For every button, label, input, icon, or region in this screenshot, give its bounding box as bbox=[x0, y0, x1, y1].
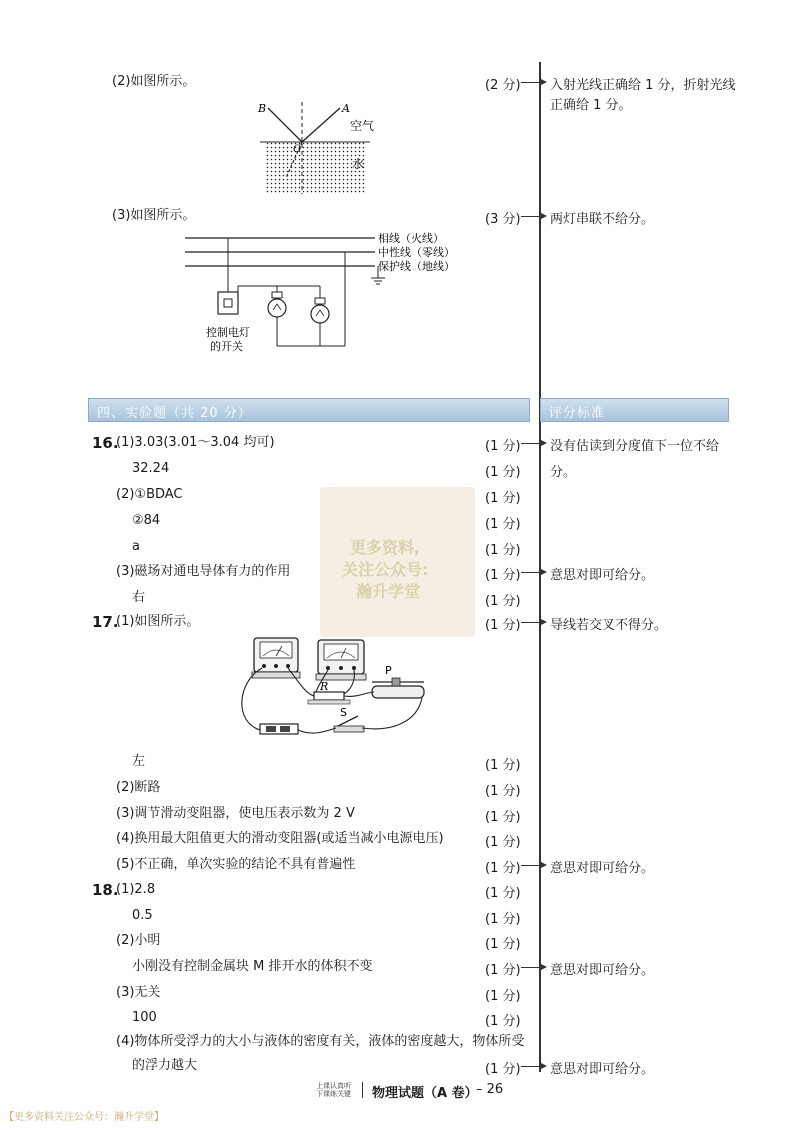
score: (1 分) bbox=[485, 835, 521, 850]
score: (1 分) bbox=[485, 912, 521, 927]
answer-text: (1)2.8 bbox=[116, 882, 156, 897]
connector bbox=[521, 572, 539, 573]
footer-title: 物理试题（A 卷） bbox=[372, 1086, 478, 1101]
neutral-wire-label: 中性线（零线） bbox=[378, 246, 455, 259]
footer-logo-line-2: 下课练关键 bbox=[316, 1090, 351, 1098]
question-number: 16. bbox=[92, 434, 119, 452]
score: (1 分) bbox=[485, 439, 521, 454]
note: 意思对即可给分。 bbox=[550, 1062, 655, 1077]
answer-text: (5)不正确，单次实验的结论不具有普遍性 bbox=[116, 857, 356, 872]
score: (1 分) bbox=[485, 618, 521, 633]
answer-text: (4)换用最大阻值更大的滑动变阻器(或适当减小电源电压) bbox=[116, 831, 444, 846]
lamp-1-icon bbox=[268, 299, 286, 317]
rheostat-icon bbox=[372, 686, 424, 698]
answer-text: (1)3.03(3.01～3.04 均可) bbox=[116, 435, 275, 450]
answer-text: 的浮力越大 bbox=[132, 1058, 198, 1073]
q3-connector bbox=[521, 216, 539, 217]
watermark-line-2: 关注公众号: bbox=[342, 560, 429, 579]
note: 分。 bbox=[550, 465, 577, 480]
arrow-icon bbox=[541, 569, 547, 575]
arrow-icon bbox=[541, 964, 547, 970]
answer-text: (3)调节滑动变阻器，使电压表示数为 2 V bbox=[116, 806, 355, 821]
lamp-2-icon bbox=[311, 305, 329, 323]
ray-ao bbox=[302, 108, 340, 142]
answer-text: ②84 bbox=[132, 513, 161, 528]
label-p: P bbox=[385, 664, 392, 677]
answer-text: 左 bbox=[132, 754, 146, 769]
answer-text: 小刚没有控制金属块 M 排开水的体积不变 bbox=[132, 959, 373, 974]
q3-note: 两灯串联不给分。 bbox=[550, 212, 655, 227]
footer-logo-line-1: 上课认真听 bbox=[316, 1082, 351, 1090]
live-wire-label: 相线（火线） bbox=[378, 232, 444, 245]
label-o: O bbox=[293, 144, 302, 155]
note: 意思对即可给分。 bbox=[550, 568, 655, 583]
question-number: 18. bbox=[92, 881, 119, 899]
connector bbox=[521, 622, 539, 623]
note: 意思对即可给分。 bbox=[550, 963, 655, 978]
score: (1 分) bbox=[485, 465, 521, 480]
footer-logo bbox=[316, 1082, 351, 1098]
label-b: B bbox=[258, 102, 267, 115]
connector bbox=[521, 865, 539, 866]
arrow-icon bbox=[541, 79, 547, 85]
score: (1 分) bbox=[485, 491, 521, 506]
answer-text: (3)磁场对通电导体有力的作用 bbox=[116, 564, 291, 579]
q2-note-1: 入射光线正确给 1 分，折射光线 bbox=[550, 78, 736, 93]
ray-ob bbox=[268, 108, 302, 142]
answer-text: 右 bbox=[132, 590, 146, 605]
score: (1 分) bbox=[485, 1014, 521, 1029]
optics-figure bbox=[250, 98, 380, 198]
connector bbox=[521, 443, 539, 444]
note: 意思对即可给分。 bbox=[550, 861, 655, 876]
household-circuit-figure bbox=[180, 228, 470, 368]
q2-score: (2 分) bbox=[485, 78, 521, 93]
answer-text: (4)物体所受浮力的大小与液体的密度有关，液体的密度越大，物体所受 bbox=[116, 1034, 525, 1049]
grading-header bbox=[540, 398, 729, 422]
answer-text: (2)①BDAC bbox=[116, 487, 183, 502]
experiment-circuit-figure bbox=[232, 632, 432, 747]
footer-divider bbox=[362, 1082, 363, 1098]
score: (1 分) bbox=[485, 886, 521, 901]
arrow-icon bbox=[541, 619, 547, 625]
answer-text: (1)如图所示。 bbox=[116, 614, 200, 629]
answer-text: 32.24 bbox=[132, 461, 170, 476]
connector bbox=[521, 967, 539, 968]
answer-text: 100 bbox=[132, 1010, 157, 1025]
answer-text: (2)小明 bbox=[116, 933, 161, 948]
answer-text: a bbox=[132, 539, 140, 554]
switch-box bbox=[218, 292, 238, 314]
score: (1 分) bbox=[485, 937, 521, 952]
grading-title: 评分标准 bbox=[549, 406, 606, 421]
watermark-line-3: 瀚升学堂 bbox=[356, 582, 421, 601]
score: (1 分) bbox=[485, 594, 521, 609]
watermark-line-1: 更多资料, bbox=[350, 538, 421, 557]
arrow-icon bbox=[541, 213, 547, 219]
score: (1 分) bbox=[485, 810, 521, 825]
score: (1 分) bbox=[485, 861, 521, 876]
battery-icon bbox=[260, 724, 298, 734]
answer-text: (3)无关 bbox=[116, 985, 161, 1000]
ground-wire-label: 保护线（地线） bbox=[378, 260, 455, 273]
switch-label-1: 控制电灯 bbox=[206, 326, 250, 339]
score: (1 分) bbox=[485, 784, 521, 799]
score: (1 分) bbox=[485, 568, 521, 583]
section-4-title: 四、实验题（共 20 分） bbox=[97, 406, 252, 421]
answer-text: (2)断路 bbox=[116, 780, 161, 795]
score: (1 分) bbox=[485, 517, 521, 532]
watermark bbox=[320, 487, 475, 637]
arrow-icon bbox=[541, 440, 547, 446]
note: 没有估读到分度值下一位不给 bbox=[550, 439, 720, 454]
arrow-icon bbox=[541, 862, 547, 868]
answer-text: 0.5 bbox=[132, 908, 153, 923]
score: (1 分) bbox=[485, 989, 521, 1004]
score: (1 分) bbox=[485, 758, 521, 773]
label-r: R bbox=[320, 680, 329, 693]
q2-connector bbox=[521, 82, 539, 83]
page-number: – 26 bbox=[476, 1082, 504, 1097]
switch-icon bbox=[334, 726, 364, 732]
score: (1 分) bbox=[485, 543, 521, 558]
note: 导线若交叉不得分。 bbox=[550, 618, 668, 633]
label-s: S bbox=[340, 706, 347, 719]
section-4-header bbox=[88, 398, 530, 422]
water-region bbox=[265, 142, 365, 194]
switch-label-2: 的开关 bbox=[210, 340, 243, 353]
question-number: 17. bbox=[92, 613, 119, 631]
q2-note-2: 正确给 1 分。 bbox=[550, 98, 632, 113]
connector bbox=[521, 1066, 539, 1067]
score: (1 分) bbox=[485, 963, 521, 978]
q3-score: (3 分) bbox=[485, 212, 521, 227]
bottom-watermark-text: 【更多资料关注公众号：瀚升学堂】 bbox=[4, 1112, 164, 1123]
q3-text: (3)如图所示。 bbox=[112, 208, 196, 223]
label-a: A bbox=[342, 102, 350, 115]
label-air: 空气 bbox=[350, 119, 375, 133]
score: (1 分) bbox=[485, 1062, 521, 1077]
resistor-icon bbox=[314, 692, 344, 700]
label-water: 水 bbox=[352, 157, 365, 171]
arrow-icon bbox=[541, 1063, 547, 1069]
q2-text: (2)如图所示。 bbox=[112, 74, 196, 89]
